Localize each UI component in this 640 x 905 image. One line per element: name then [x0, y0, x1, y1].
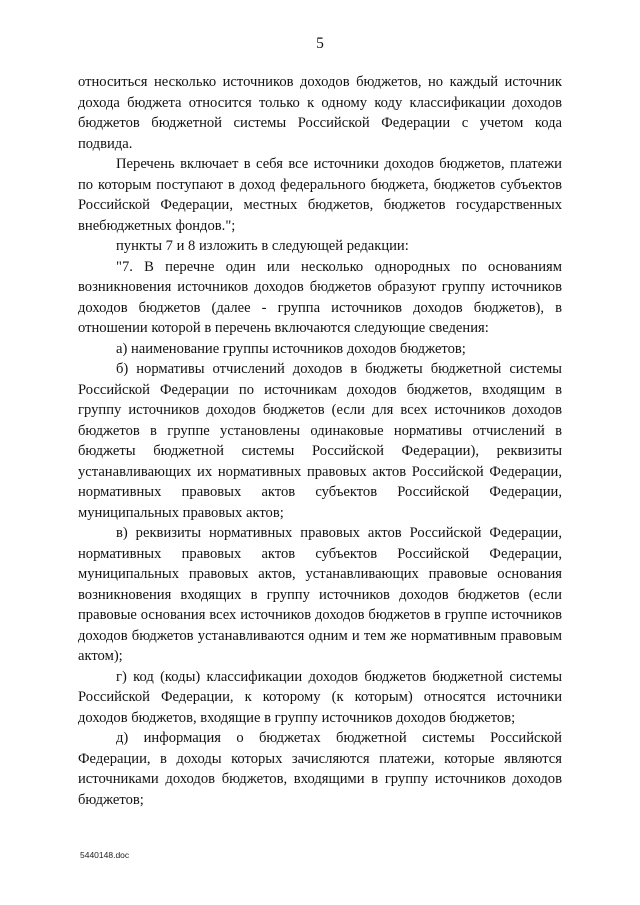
paragraph-subitem-a: а) наименование группы источников доходов бюджетов; — [116, 340, 466, 357]
paragraph-subitem-d: д) информация о бюджетах бюджетной системы Российской Федерации, в доходы которых зачисляются платежи, которые являются источниками доходов бюджетов, входящими в группу источников доходов бюджетов; — [78, 730, 562, 808]
page-number: 5 — [316, 35, 324, 52]
paragraph-subitem-g: г) код (коды) классификации доходов бюджетов бюджетной системы Российской Федерации, к которому (к которым) относятся источники доходов бюджетов, входящие в группу источников доходов бюджетов; — [78, 668, 562, 726]
paragraph-subitem-b: б) нормативы отчислений доходов в бюджеты бюджетной системы Российской Федерации по источникам доходов бюджетов, входящим в группу источников доходов бюджетов (если для всех источников доходов бюджетов в группе установлены одинаковые нормативы отчислений в бюджеты бюджетной системы Российской Федерации), реквизиты устанавливающих их нормативных правовых актов Российской Федерации, нормативных правовых актов субъектов Российской Федерации, муниципальных правовых актов; — [78, 361, 562, 521]
document-body — [78, 72, 562, 810]
paragraph-subitem-v: в) реквизиты нормативных правовых актов Российской Федерации, нормативных правовых актов субъектов Российской Федерации, муниципальных правовых актов, устанавливающих правовые основания возникновения входящих в группу источников доходов бюджетов (если правовые основания всех источников доходов бюджетов в группе источников доходов бюджетов устанавливаются одним и тем же нормативным правовым актом); — [78, 525, 562, 664]
paragraph-item-7: "7. В перечне один или несколько однородных по основаниям возникновения источников доходов бюджетов образуют группу источников доходов бюджетов (далее - группа источников доходов бюджетов), в отношении которой в перечень включаются следующие сведения: — [78, 258, 562, 336]
paragraph-list-scope: Перечень включает в себя все источники доходов бюджетов, платежи по которым поступают в доход федерального бюджета, бюджетов субъектов Российской Федерации, местных бюджетов, бюджетов государственных внебюджетных фондов."; — [78, 156, 562, 234]
paragraph-amendment-intro: пункты 7 и 8 изложить в следующей редакции: — [116, 238, 409, 254]
paragraph-continuation: относиться несколько источников доходов бюджетов, но каждый источник дохода бюджета относится только к одному коду классификации доходов бюджетов бюджетной системы Российской Федерации с учетом кода подвида. — [78, 74, 562, 152]
footer-document-code: 5440148.doc — [80, 850, 130, 860]
